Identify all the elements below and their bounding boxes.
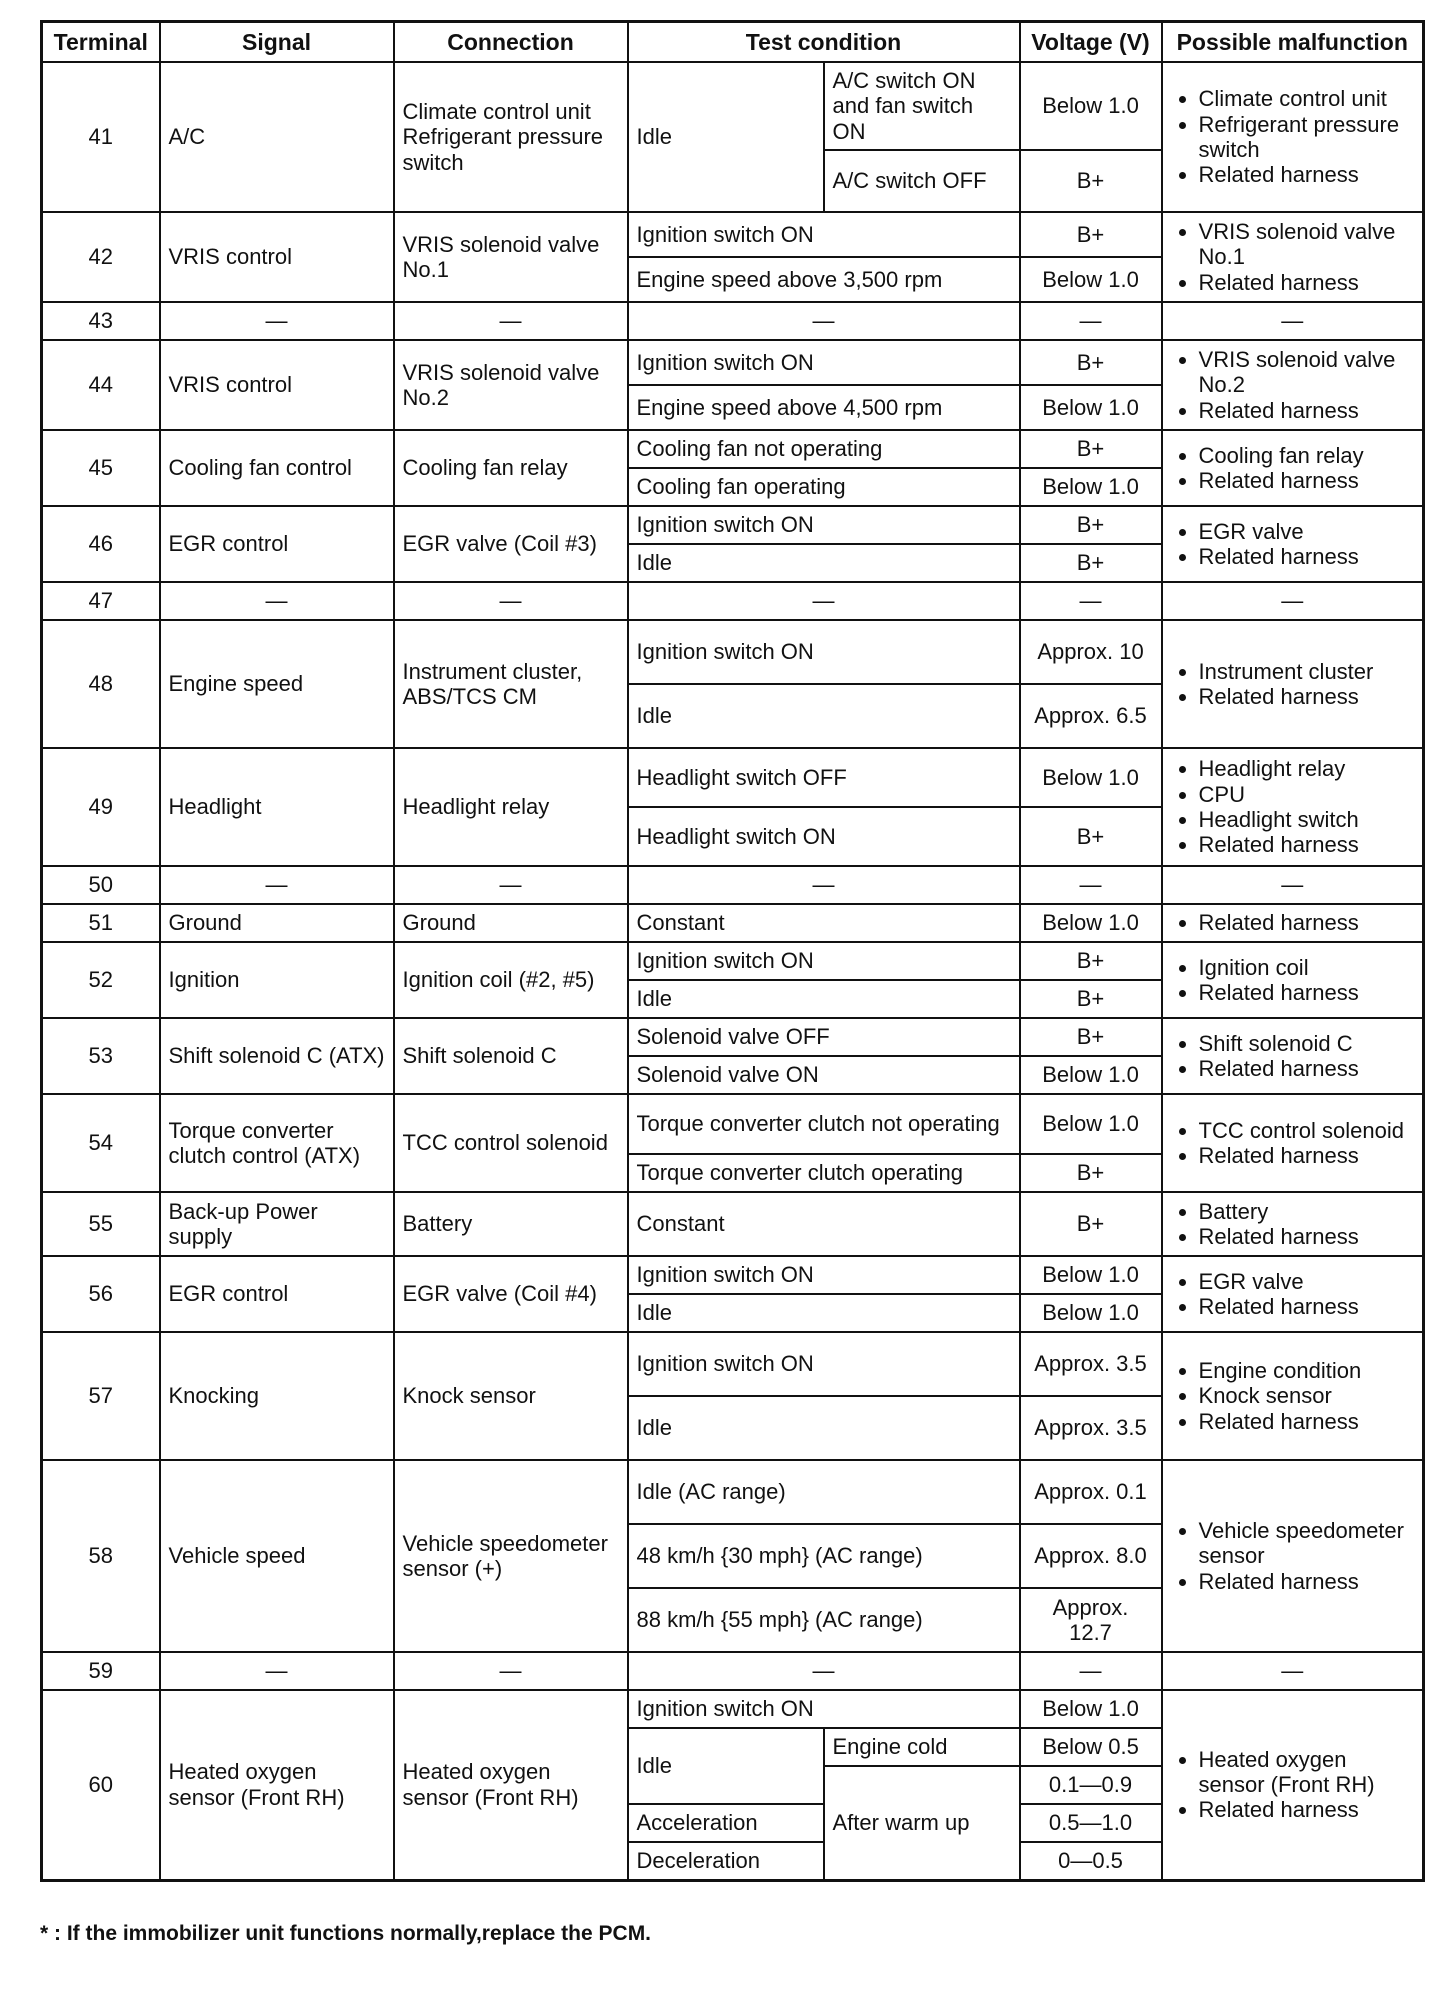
voltage-cell: Below 1.0	[1020, 1094, 1162, 1154]
condition-cell: Ignition switch ON	[628, 1332, 1020, 1396]
malfunction-cell	[1162, 506, 1424, 582]
connection-cell: TCC control solenoid	[394, 1094, 628, 1192]
malfunction-item: • Engine condition	[1199, 1358, 1415, 1383]
malfunction-cell	[1162, 1256, 1424, 1332]
malfunction-item: • Battery	[1199, 1199, 1415, 1224]
sub-condition-cell: After warm up	[824, 1766, 1020, 1880]
terminal-cell: 43	[42, 302, 160, 340]
condition-cell: Ignition switch ON	[628, 212, 1020, 257]
malfunction-cell	[1162, 942, 1424, 1018]
condition-cell: Cooling fan operating	[628, 468, 1020, 506]
dash-cell: —	[1020, 582, 1162, 620]
voltage-cell: B+	[1020, 1192, 1162, 1256]
header-voltage: Voltage (V)	[1020, 22, 1162, 63]
terminal-cell: 59	[42, 1652, 160, 1690]
malfunction-item: • Related harness	[1199, 1294, 1415, 1319]
malfunction-cell	[1162, 1690, 1424, 1880]
connection-cell: VRIS solenoid valve No.2	[394, 340, 628, 430]
condition-cell: Idle	[628, 1728, 824, 1804]
connection-cell: Heated oxygen sensor (Front RH)	[394, 1690, 628, 1880]
voltage-cell: Below 1.0	[1020, 468, 1162, 506]
signal-cell: VRIS control	[160, 340, 394, 430]
dash-cell: —	[1020, 866, 1162, 904]
sub-condition-cell: A/C switch OFF	[824, 150, 1020, 212]
condition-cell: Ignition switch ON	[628, 1256, 1020, 1294]
signal-cell: Ignition	[160, 942, 394, 1018]
signal-cell: Headlight	[160, 748, 394, 866]
voltage-cell: Below 1.0	[1020, 385, 1162, 430]
table-row	[42, 748, 1424, 807]
condition-cell: Torque converter clutch operating	[628, 1154, 1020, 1192]
dash-cell: —	[160, 1652, 394, 1690]
connection-cell: Battery	[394, 1192, 628, 1256]
terminal-cell: 47	[42, 582, 160, 620]
malfunction-cell	[1162, 620, 1424, 748]
footnote: * : If the immobilizer unit functions normally,replace the PCM.	[40, 1922, 652, 1945]
condition-cell: Headlight switch OFF	[628, 748, 1020, 807]
terminal-cell: 45	[42, 430, 160, 506]
voltage-cell: B+	[1020, 150, 1162, 212]
malfunction-cell	[1162, 1332, 1424, 1460]
signal-cell: A/C	[160, 62, 394, 212]
terminal-cell: 41	[42, 62, 160, 212]
malfunction-item: • EGR valve	[1199, 519, 1415, 544]
condition-cell: Deceleration	[628, 1842, 824, 1880]
signal-cell: Engine speed	[160, 620, 394, 748]
table-row	[42, 430, 1424, 468]
terminal-cell: 48	[42, 620, 160, 748]
signal-cell: EGR control	[160, 1256, 394, 1332]
malfunction-item: • Related harness	[1199, 684, 1415, 709]
condition-cell: Ignition switch ON	[628, 620, 1020, 684]
sub-condition-cell: Engine cold	[824, 1728, 1020, 1766]
malfunction-item: • Vehicle speedometer sensor	[1199, 1518, 1415, 1569]
terminal-cell: 53	[42, 1018, 160, 1094]
voltage-cell: Below 1.0	[1020, 1690, 1162, 1728]
table-row	[42, 582, 1424, 620]
table-row	[42, 212, 1424, 257]
malfunction-item: • Related harness	[1199, 910, 1415, 935]
malfunction-cell	[1162, 62, 1424, 212]
sub-condition-cell: A/C switch ON and fan switch ON	[824, 62, 1020, 150]
condition-cell: Solenoid valve ON	[628, 1056, 1020, 1094]
terminal-cell: 58	[42, 1460, 160, 1652]
dash-cell: —	[160, 582, 394, 620]
condition-cell: Cooling fan not operating	[628, 430, 1020, 468]
table-row	[42, 1460, 1424, 1524]
connection-cell: Ignition coil (#2, #5)	[394, 942, 628, 1018]
voltage-cell: B+	[1020, 942, 1162, 980]
malfunction-item: • Cooling fan relay	[1199, 443, 1415, 468]
dash-cell: —	[160, 302, 394, 340]
terminal-cell: 55	[42, 1192, 160, 1256]
table-row	[42, 1652, 1424, 1690]
voltage-cell: Below 1.0	[1020, 1056, 1162, 1094]
table-row	[42, 904, 1424, 942]
malfunction-item: • Related harness	[1199, 1409, 1415, 1434]
connection-cell: Instrument cluster, ABS/TCS CM	[394, 620, 628, 748]
table-row	[42, 1332, 1424, 1396]
voltage-cell: Below 1.0	[1020, 257, 1162, 302]
terminal-cell: 42	[42, 212, 160, 302]
signal-cell: Vehicle speed	[160, 1460, 394, 1652]
malfunction-item: • Ignition coil	[1199, 955, 1415, 980]
malfunction-item: • Related harness	[1199, 1569, 1415, 1594]
voltage-cell: 0—0.5	[1020, 1842, 1162, 1880]
header-malfunction: Possible malfunction	[1162, 22, 1424, 63]
terminal-cell: 44	[42, 340, 160, 430]
voltage-cell: B+	[1020, 1154, 1162, 1192]
malfunction-cell	[1162, 212, 1424, 302]
dash-cell: —	[628, 302, 1020, 340]
terminal-cell: 46	[42, 506, 160, 582]
connection-cell: Ground	[394, 904, 628, 942]
signal-cell: Back-up Power supply	[160, 1192, 394, 1256]
terminal-cell: 52	[42, 942, 160, 1018]
voltage-cell: Approx. 10	[1020, 620, 1162, 684]
signal-cell: Torque converter clutch control (ATX)	[160, 1094, 394, 1192]
dash-cell: —	[394, 582, 628, 620]
voltage-cell: B+	[1020, 506, 1162, 544]
voltage-cell: 0.5—1.0	[1020, 1804, 1162, 1842]
terminal-cell: 54	[42, 1094, 160, 1192]
malfunction-item: • VRIS solenoid valve No.1	[1199, 219, 1415, 270]
dash-cell: —	[628, 582, 1020, 620]
table-row	[42, 340, 1424, 385]
malfunction-item: • VRIS solenoid valve No.2	[1199, 347, 1415, 398]
malfunction-item: • Related harness	[1199, 1224, 1415, 1249]
condition-cell: Idle	[628, 1396, 1020, 1460]
terminal-cell: 60	[42, 1690, 160, 1880]
condition-cell: Idle	[628, 62, 824, 212]
table-row	[42, 1690, 1424, 1728]
malfunction-cell	[1162, 1192, 1424, 1256]
voltage-cell: Approx. 0.1	[1020, 1460, 1162, 1524]
voltage-cell: Approx. 3.5	[1020, 1332, 1162, 1396]
condition-cell: Headlight switch ON	[628, 807, 1020, 866]
malfunction-item: • Related harness	[1199, 468, 1415, 493]
malfunction-cell	[1162, 340, 1424, 430]
table-row	[42, 1256, 1424, 1294]
condition-cell: Engine speed above 4,500 rpm	[628, 385, 1020, 430]
dash-cell: —	[1020, 302, 1162, 340]
connection-cell: VRIS solenoid valve No.1	[394, 212, 628, 302]
condition-cell: Torque converter clutch not operating	[628, 1094, 1020, 1154]
malfunction-item: • Related harness	[1199, 270, 1415, 295]
condition-cell: Acceleration	[628, 1804, 824, 1842]
malfunction-item: • Related harness	[1199, 1056, 1415, 1081]
table-row	[42, 1018, 1424, 1056]
malfunction-cell	[1162, 1460, 1424, 1652]
malfunction-item: • Related harness	[1199, 832, 1415, 857]
signal-cell: Cooling fan control	[160, 430, 394, 506]
signal-cell: Knocking	[160, 1332, 394, 1460]
signal-cell: EGR control	[160, 506, 394, 582]
dash-cell: —	[394, 866, 628, 904]
condition-cell: Ignition switch ON	[628, 1690, 1020, 1728]
table-row	[42, 1094, 1424, 1154]
condition-cell: Solenoid valve OFF	[628, 1018, 1020, 1056]
connection-cell: Shift solenoid C	[394, 1018, 628, 1094]
terminal-cell: 50	[42, 866, 160, 904]
voltage-cell: Below 1.0	[1020, 1294, 1162, 1332]
table-row	[42, 62, 1424, 150]
terminal-cell: 57	[42, 1332, 160, 1460]
condition-cell: Constant	[628, 904, 1020, 942]
voltage-cell: Approx. 12.7	[1020, 1588, 1162, 1652]
table-row	[42, 302, 1424, 340]
malfunction-item: • CPU	[1199, 782, 1415, 807]
condition-cell: Idle	[628, 1294, 1020, 1332]
header-connection: Connection	[394, 22, 628, 63]
dash-cell: —	[160, 866, 394, 904]
table-row	[42, 942, 1424, 980]
voltage-cell: Approx. 6.5	[1020, 684, 1162, 748]
connection-cell: Knock sensor	[394, 1332, 628, 1460]
voltage-cell: B+	[1020, 1018, 1162, 1056]
malfunction-item: • Related harness	[1199, 1797, 1415, 1822]
voltage-cell: B+	[1020, 544, 1162, 582]
voltage-cell: Approx. 3.5	[1020, 1396, 1162, 1460]
malfunction-cell	[1162, 904, 1424, 942]
voltage-cell: Below 1.0	[1020, 62, 1162, 150]
voltage-cell: B+	[1020, 430, 1162, 468]
table-row	[42, 866, 1424, 904]
voltage-cell: B+	[1020, 980, 1162, 1018]
malfunction-item: • Knock sensor	[1199, 1383, 1415, 1408]
table-row	[42, 620, 1424, 684]
voltage-cell: 0.1—0.9	[1020, 1766, 1162, 1804]
malfunction-cell	[1162, 1018, 1424, 1094]
condition-cell: Idle	[628, 980, 1020, 1018]
condition-cell: 48 km/h {30 mph} (AC range)	[628, 1524, 1020, 1588]
malfunction-item: • Instrument cluster	[1199, 659, 1415, 684]
voltage-cell: B+	[1020, 807, 1162, 866]
malfunction-item: • Refrigerant pressure switch	[1199, 112, 1415, 163]
table-row	[42, 1192, 1424, 1256]
connection-cell: EGR valve (Coil #4)	[394, 1256, 628, 1332]
condition-cell: Idle	[628, 544, 1020, 582]
condition-cell: Ignition switch ON	[628, 340, 1020, 385]
dash-cell: —	[1162, 582, 1424, 620]
malfunction-item: • Related harness	[1199, 1143, 1415, 1168]
voltage-cell: Below 0.5	[1020, 1728, 1162, 1766]
connection-cell: EGR valve (Coil #3)	[394, 506, 628, 582]
signal-cell: VRIS control	[160, 212, 394, 302]
dash-cell: —	[1162, 302, 1424, 340]
voltage-cell: B+	[1020, 340, 1162, 385]
condition-cell: Ignition switch ON	[628, 506, 1020, 544]
header-signal: Signal	[160, 22, 394, 63]
condition-cell: Idle (AC range)	[628, 1460, 1020, 1524]
signal-cell: Ground	[160, 904, 394, 942]
table-row	[42, 506, 1424, 544]
dash-cell: —	[1020, 1652, 1162, 1690]
dash-cell: —	[1162, 1652, 1424, 1690]
voltage-cell: Below 1.0	[1020, 904, 1162, 942]
malfunction-item: • Headlight switch	[1199, 807, 1415, 832]
connection-cell: Climate control unit Refrigerant pressure switch	[394, 62, 628, 212]
dash-cell: —	[628, 866, 1020, 904]
malfunction-item: • EGR valve	[1199, 1269, 1415, 1294]
condition-cell: 88 km/h {55 mph} (AC range)	[628, 1588, 1020, 1652]
malfunction-cell	[1162, 748, 1424, 866]
connection-cell: Headlight relay	[394, 748, 628, 866]
malfunction-cell	[1162, 430, 1424, 506]
pin-table	[40, 20, 1425, 1882]
header-terminal: Terminal	[42, 22, 160, 63]
condition-cell: Idle	[628, 684, 1020, 748]
terminal-cell: 49	[42, 748, 160, 866]
header-row	[42, 22, 1424, 63]
malfunction-item: • Headlight relay	[1199, 756, 1415, 781]
voltage-cell: Approx. 8.0	[1020, 1524, 1162, 1588]
signal-cell: Shift solenoid C (ATX)	[160, 1018, 394, 1094]
malfunction-item: • Related harness	[1199, 162, 1415, 187]
terminal-cell: 51	[42, 904, 160, 942]
voltage-cell: Below 1.0	[1020, 1256, 1162, 1294]
condition-cell: Ignition switch ON	[628, 942, 1020, 980]
malfunction-item: • Heated oxygen sensor (Front RH)	[1199, 1747, 1415, 1798]
malfunction-item: • Related harness	[1199, 544, 1415, 569]
dash-cell: —	[1162, 866, 1424, 904]
connection-cell: Vehicle speedometer sensor (+)	[394, 1460, 628, 1652]
condition-cell: Constant	[628, 1192, 1020, 1256]
signal-cell: Heated oxygen sensor (Front RH)	[160, 1690, 394, 1880]
malfunction-item: • Related harness	[1199, 980, 1415, 1005]
terminal-cell: 56	[42, 1256, 160, 1332]
dash-cell: —	[394, 302, 628, 340]
malfunction-item: • Related harness	[1199, 398, 1415, 423]
malfunction-item: • Shift solenoid C	[1199, 1031, 1415, 1056]
condition-cell: Engine speed above 3,500 rpm	[628, 257, 1020, 302]
malfunction-item: • Climate control unit	[1199, 86, 1415, 111]
malfunction-cell	[1162, 1094, 1424, 1192]
connection-cell: Cooling fan relay	[394, 430, 628, 506]
voltage-cell: Below 1.0	[1020, 748, 1162, 807]
dash-cell: —	[394, 1652, 628, 1690]
dash-cell: —	[628, 1652, 1020, 1690]
header-test-condition: Test condition	[628, 22, 1020, 63]
voltage-cell: B+	[1020, 212, 1162, 257]
malfunction-item: • TCC control solenoid	[1199, 1118, 1415, 1143]
